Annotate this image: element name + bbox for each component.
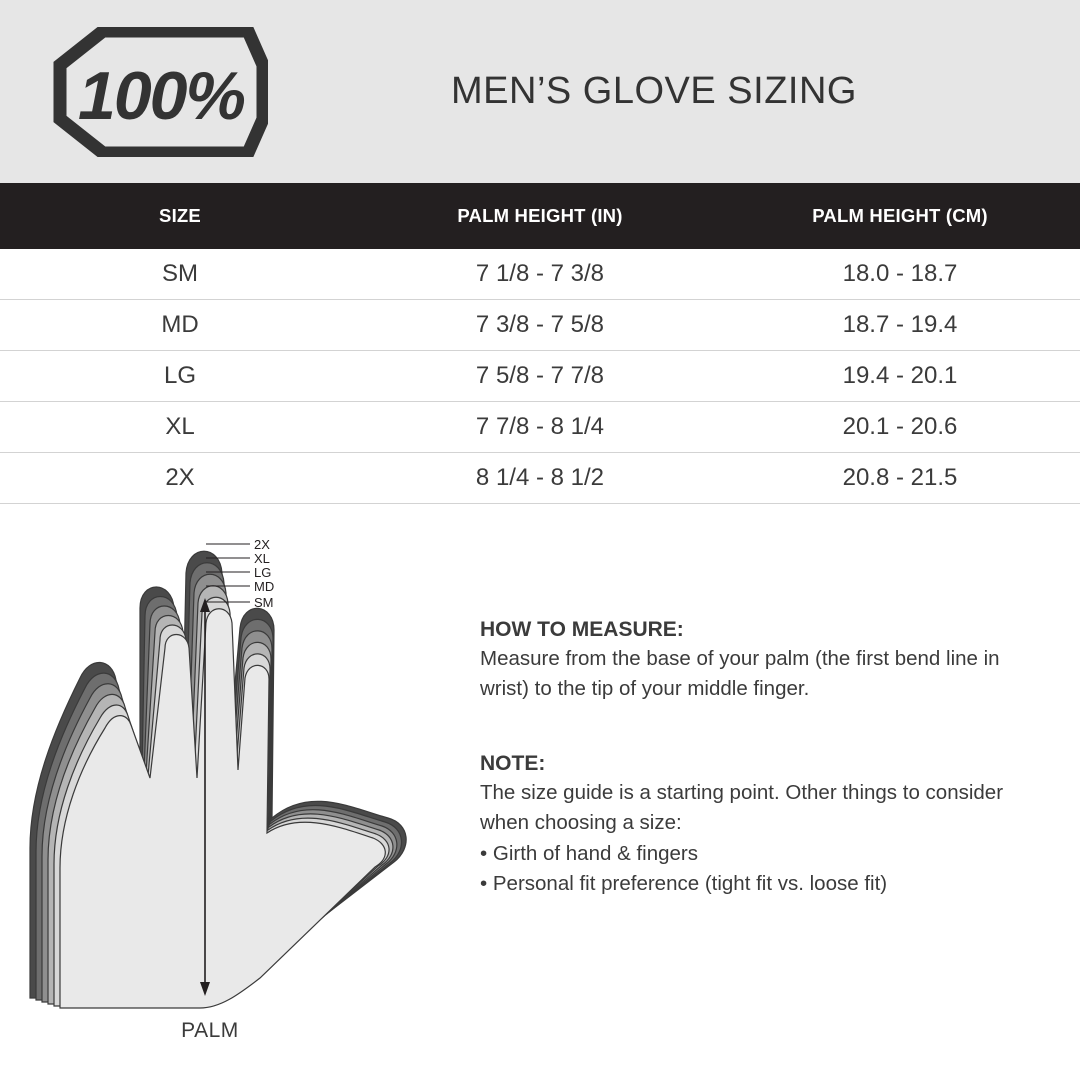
table-row bbox=[0, 300, 1080, 351]
list-item: • Girth of hand & fingers bbox=[480, 841, 698, 865]
how-to-measure-title: HOW TO MEASURE: bbox=[480, 618, 684, 641]
svg-text:100%: 100% bbox=[78, 57, 244, 134]
size-table bbox=[0, 183, 1080, 504]
note-title: NOTE: bbox=[480, 752, 546, 776]
table-row bbox=[0, 402, 1080, 453]
cell-size: SM bbox=[0, 249, 360, 300]
diagram-label-2x: 2X bbox=[254, 537, 270, 552]
diagram-label-xl: XL bbox=[254, 551, 270, 566]
cell-size: LG bbox=[0, 351, 360, 402]
cell-palm-cm: 20.1 - 20.6 bbox=[720, 402, 1080, 453]
info-panel bbox=[480, 518, 1080, 1049]
page-header bbox=[0, 0, 1080, 183]
diagram-label-md: MD bbox=[254, 579, 275, 594]
hand-diagram bbox=[0, 518, 480, 1049]
table-row bbox=[0, 351, 1080, 402]
cell-palm-in: 8 1/4 - 8 1/2 bbox=[360, 453, 720, 504]
how-to-measure-body: Measure from the base of your palm (the first bend line in wrist) to the tip of your middle finger. bbox=[480, 647, 1000, 701]
table-row bbox=[0, 453, 1080, 504]
column-header-palm-cm: PALM HEIGHT (CM) bbox=[720, 183, 1080, 249]
cell-palm-cm: 18.7 - 19.4 bbox=[720, 300, 1080, 351]
brand-logo-icon bbox=[48, 27, 268, 157]
diagram-label-lg: LG bbox=[254, 565, 272, 580]
cell-size: 2X bbox=[0, 453, 360, 504]
table-body bbox=[0, 249, 1080, 504]
how-to-measure-block bbox=[480, 618, 1020, 704]
table-row bbox=[0, 249, 1080, 300]
list-item: • Personal fit preference (tight fit vs. loose fit) bbox=[480, 871, 888, 895]
page-title: MEN’S GLOVE SIZING bbox=[451, 70, 857, 112]
diagram-label-sm: SM bbox=[254, 595, 274, 610]
cell-palm-cm: 19.4 - 20.1 bbox=[720, 351, 1080, 402]
lower-section bbox=[0, 504, 1080, 1049]
cell-palm-in: 7 5/8 - 7 7/8 bbox=[360, 351, 720, 402]
table-header bbox=[0, 183, 1080, 249]
note-block bbox=[480, 752, 1020, 899]
cell-size: MD bbox=[0, 300, 360, 351]
cell-palm-in: 7 7/8 - 8 1/4 bbox=[360, 402, 720, 453]
column-header-palm-in: PALM HEIGHT (IN) bbox=[360, 183, 720, 249]
cell-palm-cm: 20.8 - 21.5 bbox=[720, 453, 1080, 504]
cell-palm-in: 7 3/8 - 7 5/8 bbox=[360, 300, 720, 351]
note-body: The size guide is a starting point. Other things to consider when choosing a size: bbox=[480, 781, 1004, 835]
cell-size: XL bbox=[0, 402, 360, 453]
palm-label: PALM bbox=[181, 1019, 239, 1042]
note-bullet-list bbox=[480, 839, 1020, 899]
table-header-row bbox=[0, 183, 1080, 249]
cell-palm-cm: 18.0 - 18.7 bbox=[720, 249, 1080, 300]
cell-palm-in: 7 1/8 - 7 3/8 bbox=[360, 249, 720, 300]
column-header-size: SIZE bbox=[0, 183, 360, 249]
